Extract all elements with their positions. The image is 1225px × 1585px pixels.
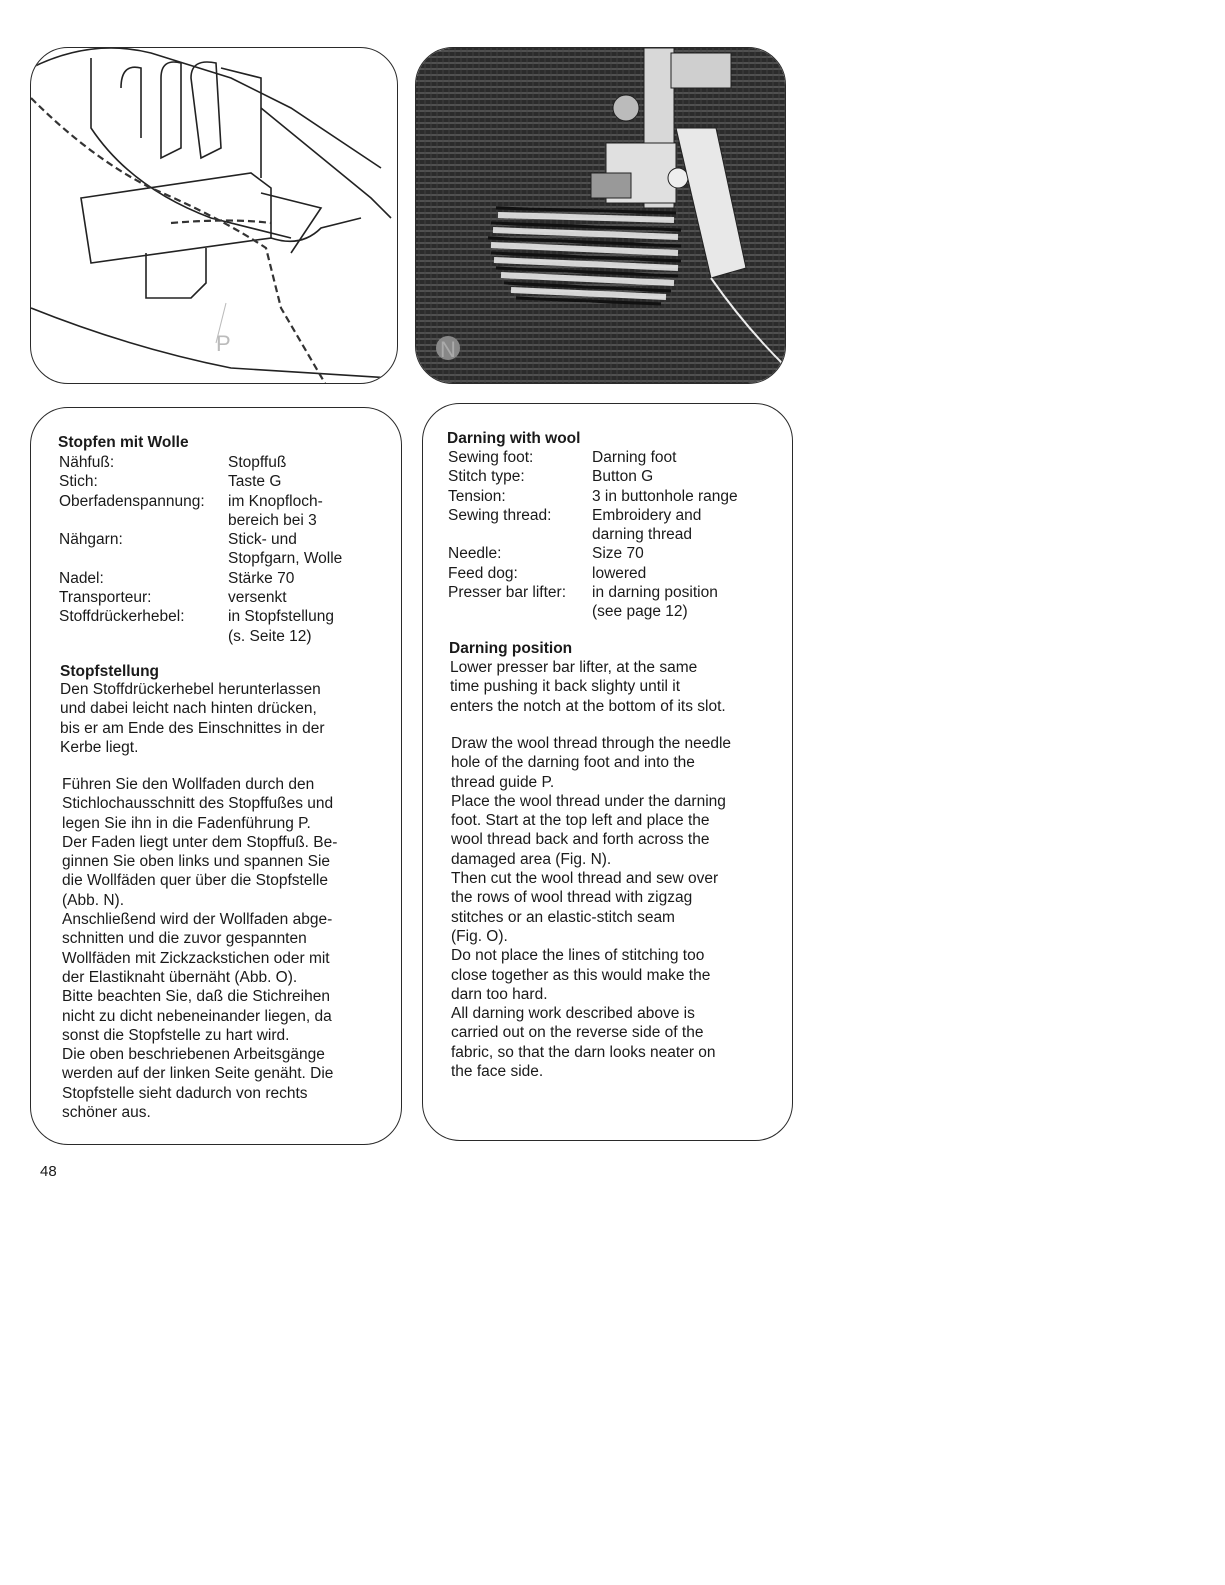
- spec-key: Sewing foot:: [448, 449, 534, 466]
- thread-guide-label-p: P: [216, 331, 231, 356]
- figure-label-n: N: [440, 337, 456, 362]
- spec-value: Stick- und Stopfgarn, Wolle: [228, 531, 343, 568]
- english-spec-table: [448, 448, 738, 622]
- spec-value: Button G: [592, 468, 654, 486]
- english-paragraph-1: Lower presser bar lifter, at the same time pushing it back slighty until it enters the notch at the bottom of its slot.: [450, 659, 726, 715]
- spec-key: Nadel:: [59, 569, 104, 587]
- spec-key: Nähgarn:: [59, 531, 123, 549]
- presser-foot-illustration: [31, 48, 398, 384]
- darning-photo-illustration: [416, 48, 786, 384]
- spec-value: im Knopfloch- bereich bei 3: [228, 492, 323, 529]
- spec-key: Stich:: [59, 473, 98, 491]
- spec-value: Stopffuß: [228, 454, 287, 471]
- german-instructions-box: [30, 407, 402, 1145]
- spec-row: [59, 472, 342, 491]
- spec-value: in darning position (see page 12): [592, 584, 718, 621]
- spec-value: Embroidery and darning thread: [592, 506, 702, 544]
- spec-row: [448, 448, 738, 467]
- german-paragraph-2: Führen Sie den Wollfaden durch den Stichlochausschnitt des Stopffußes und legen Sie ihn in die Fadenführung P. Der Faden liegt unter dem Stopffuß. Be- ginnen Sie oben links und spannen Sie die Wollfäden quer über die Stopfstelle (Abb. N). Anschließend wird der Wollfaden abge- schnitten und die zuvor gespannten Wollfäden mit Zickzackstichen oder mit der Elastiknaht übernäht (Abb. O). Bitte beachten Sie, daß die Stichreihen nicht zu dicht nebeneinander liegen, da sonst die Stopfstelle zu hart wird. Die oben beschriebenen Arbeitsgänge werden auf der linken Seite genäht. Die Stopfstelle sieht dadurch von rechts schöner aus.: [62, 776, 338, 1122]
- spec-key: Stitch type:: [448, 468, 525, 486]
- english-paragraph-2: Draw the wool thread through the needle hole of the darning foot and into the thread guide P. Place the wool thread under the darning foot. Start at the top left and place the wool thread back and forth across the damaged area (Fig. N). Then cut the wool thread and sew over the rows of wool thread with zigzag stitches or an elastic-stitch seam (Fig. O). Do not place the lines of stitching too close together as this would make the darn too hard. All darning work described above is carried out on the reverse side of the fabric, so that the darn looks neater on the face side.: [451, 735, 732, 1081]
- page-number: 48: [40, 1163, 57, 1180]
- english-title: Darning with wool: [447, 430, 581, 447]
- spec-row: [448, 487, 738, 506]
- spec-value: Size 70: [592, 545, 644, 563]
- spec-value: lowered: [592, 564, 647, 582]
- spec-row: [59, 588, 342, 607]
- spec-value: Stärke 70: [228, 569, 295, 587]
- spec-row: [448, 564, 738, 583]
- figure-darning-photo: [415, 47, 786, 384]
- spec-key: Feed dog:: [448, 564, 518, 582]
- spec-row: [448, 544, 738, 563]
- german-paragraph-1: Den Stoffdrückerhebel herunterlassen und dabei leicht nach hinten drücken, bis er am Ende des Einschnittes in der Kerbe liegt.: [60, 681, 325, 756]
- spec-value: 3 in buttonhole range: [592, 487, 738, 505]
- spec-row: [448, 506, 738, 545]
- spec-row: [59, 492, 342, 531]
- spec-key: Oberfadenspannung:: [59, 492, 205, 510]
- spec-key: Tension:: [448, 487, 506, 505]
- spec-row: [59, 453, 342, 472]
- spec-key: Transporteur:: [59, 589, 152, 607]
- english-subtitle: Darning position: [449, 640, 573, 657]
- spec-key: Sewing thread:: [448, 506, 552, 524]
- spec-row: [448, 467, 738, 486]
- spec-row: [59, 530, 342, 569]
- german-subtitle: Stopfstellung: [60, 663, 160, 680]
- spec-row: [448, 583, 738, 622]
- english-instructions-box: [422, 403, 793, 1141]
- spec-row: [59, 607, 342, 646]
- spec-value: Taste G: [228, 473, 282, 491]
- spec-key: Stoffdrückerhebel:: [59, 608, 185, 626]
- german-spec-table: [59, 453, 342, 646]
- spec-value: in Stopfstellung (s. Seite 12): [228, 608, 334, 645]
- spec-key: Nähfuß:: [59, 454, 115, 471]
- spec-row: [59, 569, 342, 588]
- spec-key: Presser bar lifter:: [448, 584, 567, 602]
- spec-value: versenkt: [228, 589, 287, 607]
- figure-thread-guide: [30, 47, 398, 384]
- german-title: Stopfen mit Wolle: [58, 434, 189, 451]
- spec-value: Darning foot: [592, 449, 677, 466]
- spec-key: Needle:: [448, 545, 502, 563]
